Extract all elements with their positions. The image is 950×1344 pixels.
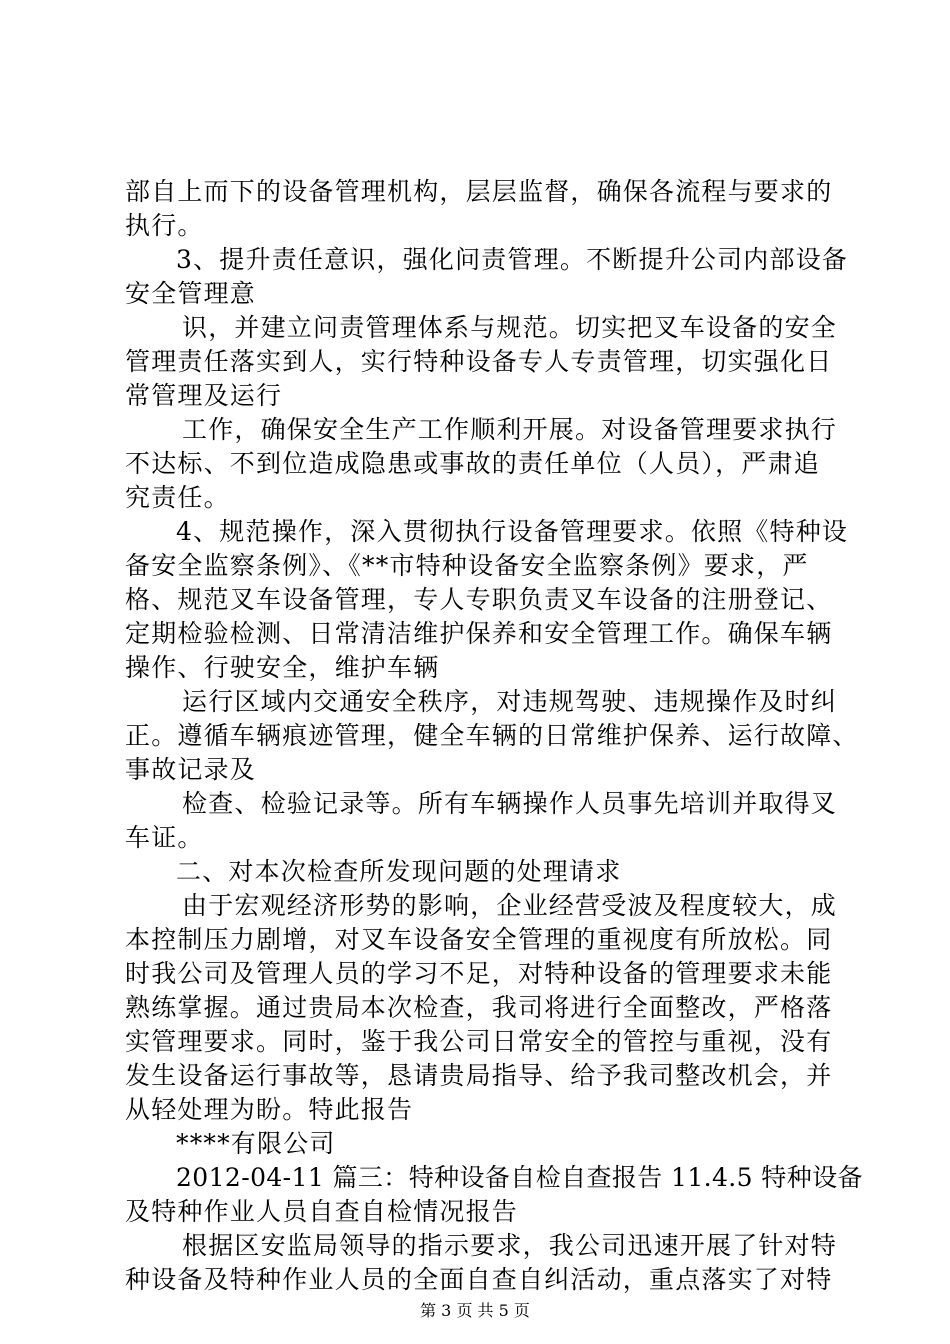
text-line: 究责任。 bbox=[125, 483, 230, 512]
page-footer: 第 3 页 共 5 页 bbox=[420, 1301, 530, 1320]
text-line: 车证。 bbox=[125, 823, 204, 852]
text-line: 格、规范叉车设备管理，专人专职负责叉车设备的注册登记、 bbox=[125, 585, 833, 614]
text-line: 实管理要求。同时，鉴于我公司日常安全的管控与重视，没有 bbox=[125, 1027, 833, 1056]
text-line: 本控制压力剧增，对叉车设备安全管理的重视度有所放松。同 bbox=[125, 925, 833, 954]
text-line: 时我公司及管理人员的学习不足，对特种设备的管理要求未能 bbox=[125, 959, 833, 988]
text-line: 及特种作业人员自查自检情况报告 bbox=[125, 1197, 519, 1226]
date-and-title: 2012-04-11 篇三：特种设备自检自查报告 11.4.5 特种设备 bbox=[176, 1163, 863, 1192]
text-line: 管理责任落实到人，实行特种设备专人专责管理，切实强化日 bbox=[125, 347, 833, 376]
text-line: 常管理及运行 bbox=[125, 381, 283, 410]
text-line: 备安全监察条例》、《**市特种设备安全监察条例》要求，严 bbox=[125, 551, 809, 580]
text-line: 种设备及特种作业人员的全面自查自纠活动，重点落实了对特 bbox=[125, 1265, 833, 1294]
text-line: 工作，确保安全生产工作顺利开展。对设备管理要求执行 bbox=[182, 415, 838, 444]
company-name: ****有限公司 bbox=[176, 1129, 336, 1158]
text-line: 检查、检验记录等。所有车辆操作人员事先培训并取得叉 bbox=[182, 789, 838, 818]
text-line: 识，并建立问责管理体系与规范。切实把叉车设备的安全 bbox=[182, 313, 838, 342]
text-line: 不达标、不到位造成隐患或事故的责任单位（人员），严肃追 bbox=[125, 449, 820, 478]
text-line: 安全管理意 bbox=[125, 279, 257, 308]
text-line: 3、提升责任意识，强化问责管理。不断提升公司内部设备 bbox=[176, 245, 849, 274]
text-line: 发生设备运行事故等，恳请贵局指导、给予我司整改机会，并 bbox=[125, 1061, 833, 1090]
text-line: 执行。 bbox=[125, 211, 204, 240]
text-line: 由于宏观经济形势的影响，企业经营受波及程度较大，成 bbox=[182, 891, 838, 920]
text-line: 正。遵循车辆痕迹管理，健全车辆的日常维护保养、运行故障、 bbox=[125, 721, 859, 750]
text-line: 4、规范操作，深入贯彻执行设备管理要求。依照《特种设 bbox=[176, 517, 849, 546]
text-line: 从轻处理为盼。特此报告 bbox=[125, 1095, 414, 1124]
text-line: 操作、行驶安全，维护车辆 bbox=[125, 653, 440, 682]
text-line: 根据区安监局领导的指示要求，我公司迅速开展了针对特 bbox=[182, 1231, 838, 1260]
text-line: 运行区域内交通安全秩序，对违规驾驶、违规操作及时纠 bbox=[182, 687, 838, 716]
section-heading: 二、对本次检查所发现问题的处理请求 bbox=[176, 857, 622, 886]
text-line: 事故记录及 bbox=[125, 755, 257, 784]
text-line: 部自上而下的设备管理机构，层层监督，确保各流程与要求的 bbox=[125, 177, 833, 206]
text-line: 定期检验检测、日常清洁维护保养和安全管理工作。确保车辆 bbox=[125, 619, 833, 648]
text-line: 熟练掌握。通过贵局本次检查，我司将进行全面整改，严格落 bbox=[125, 993, 833, 1022]
